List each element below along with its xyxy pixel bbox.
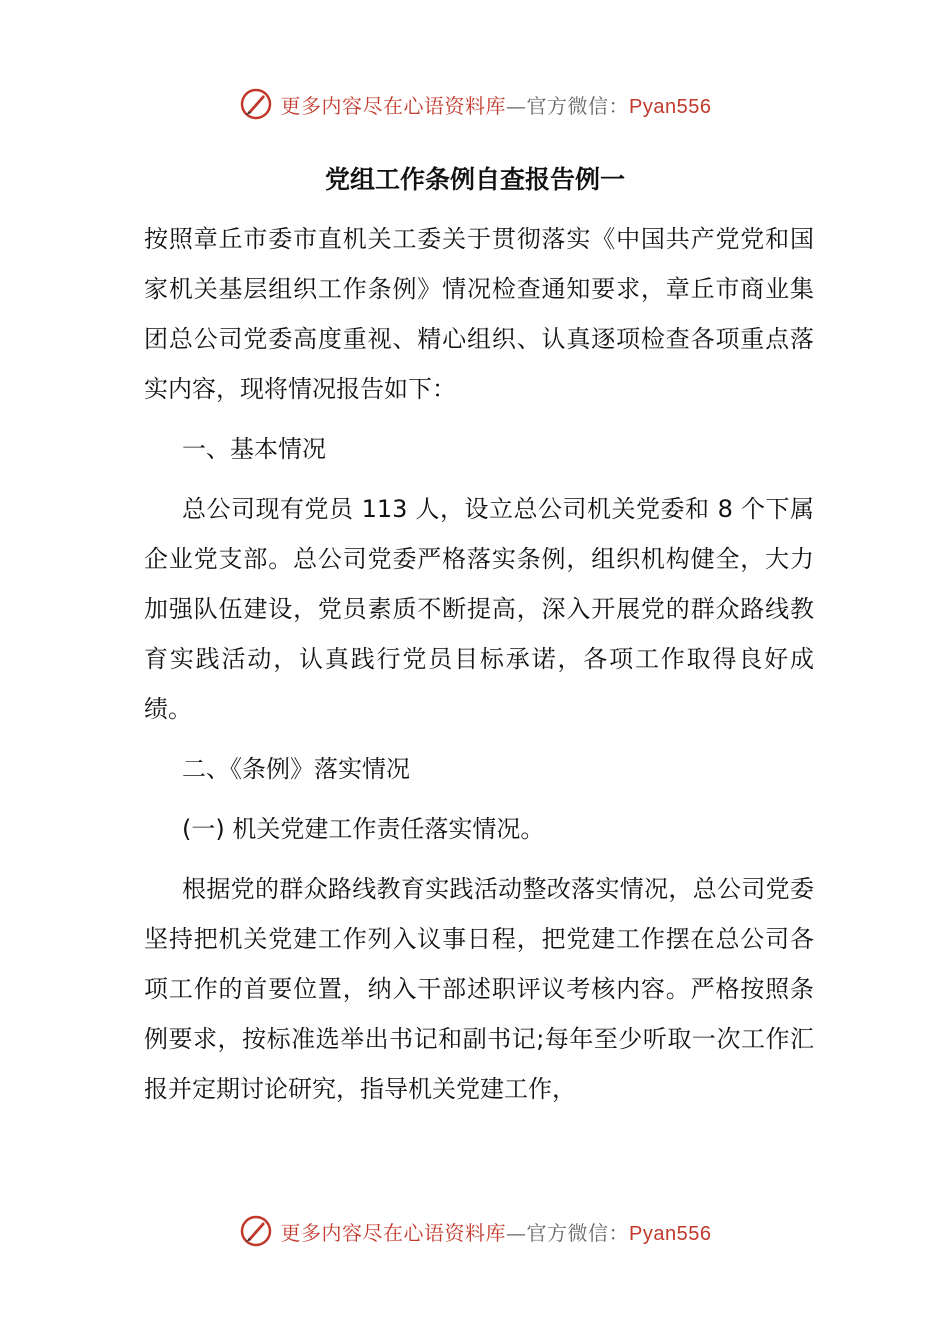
watermark-id: Pyan556: [629, 95, 712, 118]
watermark-separator: —官方微信：: [506, 1220, 630, 1245]
subheading-responsibility: (一) 机关党建工作责任落实情况。: [182, 815, 545, 843]
paragraph-intro: 按照章丘市委市直机关工委关于贯彻落实《中国共产党党和国家机关基层组织工作条例》情况检查通知要求，章丘市商业集团总公司党委高度重视、精心组织、认真逐项检查各项重点落实内容，现将情况报告如下：: [144, 225, 814, 403]
watermark-text: [281, 1217, 712, 1246]
watermark-separator: —官方微信：: [506, 93, 630, 118]
quill-logo-icon: [239, 1214, 273, 1248]
document-title: 党组工作条例自查报告例一: [324, 165, 625, 194]
watermark-main: 更多内容尽在心语资料库: [280, 93, 507, 118]
heading-basic-situation: 一、基本情况: [182, 435, 326, 463]
watermark-header: [0, 84, 950, 124]
heading-regulation-implementation: 二、《条例》落实情况: [182, 755, 410, 783]
quill-logo-icon: [239, 87, 273, 121]
watermark-text: [281, 90, 712, 119]
watermark-id: Pyan556: [629, 1222, 712, 1245]
watermark-footer: [0, 1211, 950, 1251]
paragraph-responsibility: 根据党的群众路线教育实践活动整改落实情况，总公司党委坚持把机关党建工作列入议事日程，把党建工作摆在总公司各项工作的首要位置，纳入干部述职评议考核内容。严格按照条例要求，按标准选举出书记和副书记;每年至少听取一次工作汇报并定期讨论研究，指导机关党建工作，: [144, 875, 814, 1103]
paragraph-basic-situation: 总公司现有党员 113 人，设立总公司机关党委和 8 个下属企业党支部。总公司党委严格落实条例，组织机构健全，大力加强队伍建设，党员素质不断提高，深入开展党的群众路线教育实践活动，认真践行党员目标承诺，各项工作取得良好成绩。: [144, 495, 814, 723]
watermark-main: 更多内容尽在心语资料库: [280, 1220, 507, 1245]
document-body: [144, 214, 814, 1114]
